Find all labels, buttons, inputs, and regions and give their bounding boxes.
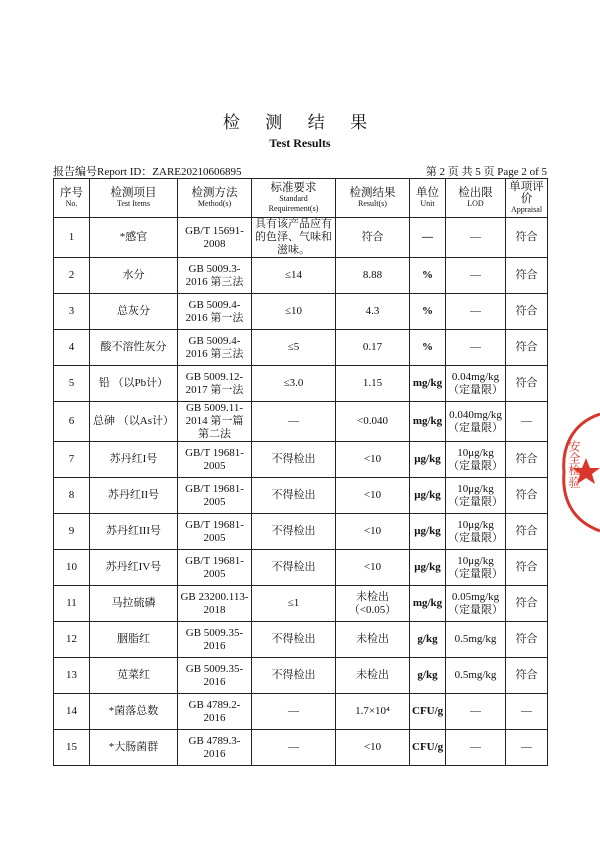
cell-test-item: 铅 （以Pb计）: [90, 366, 178, 402]
cell-unit: μg/kg: [410, 514, 446, 550]
cell-unit: g/kg: [410, 622, 446, 658]
cell-no: 7: [54, 442, 90, 478]
header-label-cn: 单位: [416, 187, 439, 199]
cell-test-item: *感官: [90, 218, 178, 258]
cell-appraisal: 符合: [506, 330, 548, 366]
cell-test-item: 苏丹红IV号: [90, 550, 178, 586]
results-table: [53, 178, 548, 766]
cell-requirement: —: [252, 694, 336, 730]
table-row: [54, 694, 548, 730]
cell-requirement: 不得检出: [252, 514, 336, 550]
cell-method: GB/T 19681-2005: [178, 550, 252, 586]
header-appraisal: [506, 179, 548, 218]
header-label-en: Standard Requirement(s): [268, 194, 319, 213]
cell-method: GB 5009.35-2016: [178, 658, 252, 694]
cell-unit: —: [410, 218, 446, 258]
cell-appraisal: 符合: [506, 478, 548, 514]
cell-unit: %: [410, 258, 446, 294]
header-label-cn: 序号: [60, 187, 83, 199]
cell-requirement: ≤10: [252, 294, 336, 330]
cell-requirement: —: [252, 402, 336, 442]
cell-unit: CFU/g: [410, 694, 446, 730]
cell-method: GB 5009.35-2016: [178, 622, 252, 658]
cell-no: 3: [54, 294, 90, 330]
table-row: [54, 658, 548, 694]
header-label-en: Appraisal: [510, 205, 543, 214]
header-row: [54, 179, 548, 218]
header-label-cn: 检测项目: [110, 187, 157, 199]
cell-method: GB/T 15691-2008: [178, 218, 252, 258]
cell-appraisal: 符合: [506, 586, 548, 622]
cell-requirement: 不得检出: [252, 622, 336, 658]
cell-no: 9: [54, 514, 90, 550]
cell-requirement: —: [252, 730, 336, 766]
header-lod: [446, 179, 506, 218]
table-row: [54, 402, 548, 442]
table-row: [54, 730, 548, 766]
cell-result: <10: [336, 730, 410, 766]
header-label-en: LOD: [467, 199, 484, 208]
cell-result: <10: [336, 442, 410, 478]
cell-test-item: 苋菜红: [90, 658, 178, 694]
cell-requirement: 具有该产品应有的色泽、气味和滋味。: [252, 218, 336, 258]
cell-no: 5: [54, 366, 90, 402]
header-label-cn: 标准要求: [270, 182, 317, 194]
cell-result: 0.17: [336, 330, 410, 366]
cell-no: 11: [54, 586, 90, 622]
cell-test-item: 总砷 （以As计）: [90, 402, 178, 442]
cell-unit: μg/kg: [410, 442, 446, 478]
cell-method: GB/T 19681-2005: [178, 514, 252, 550]
cell-method: GB/T 19681-2005: [178, 478, 252, 514]
cell-unit: %: [410, 294, 446, 330]
cell-no: 12: [54, 622, 90, 658]
header-label-en: Result(s): [358, 199, 387, 208]
cell-no: 14: [54, 694, 90, 730]
cell-unit: CFU/g: [410, 730, 446, 766]
cell-requirement: 不得检出: [252, 550, 336, 586]
cell-method: GB 5009.12-2017 第一法: [178, 366, 252, 402]
table-row: [54, 294, 548, 330]
header-label-cn: 检测结果: [349, 187, 396, 199]
cell-lod: —: [446, 294, 506, 330]
cell-lod: 10μg/kg （定量限）: [446, 442, 506, 478]
cell-no: 1: [54, 218, 90, 258]
cell-appraisal: 符合: [506, 658, 548, 694]
cell-appraisal: —: [506, 694, 548, 730]
cell-appraisal: 符合: [506, 514, 548, 550]
cell-no: 15: [54, 730, 90, 766]
cell-test-item: 胭脂红: [90, 622, 178, 658]
cell-lod: —: [446, 258, 506, 294]
cell-test-item: *菌落总数: [90, 694, 178, 730]
cell-result: 4.3: [336, 294, 410, 330]
cell-requirement: 不得检出: [252, 478, 336, 514]
cell-result: 符合: [336, 218, 410, 258]
cell-appraisal: 符合: [506, 218, 548, 258]
header-unit: [410, 179, 446, 218]
cell-result: <0.040: [336, 402, 410, 442]
cell-unit: %: [410, 330, 446, 366]
cell-method: GB 4789.3-2016: [178, 730, 252, 766]
cell-lod: 0.5mg/kg: [446, 622, 506, 658]
cell-no: 13: [54, 658, 90, 694]
cell-test-item: 苏丹红III号: [90, 514, 178, 550]
cell-appraisal: 符合: [506, 258, 548, 294]
cell-result: <10: [336, 550, 410, 586]
cell-no: 6: [54, 402, 90, 442]
cell-appraisal: 符合: [506, 550, 548, 586]
cell-result: 未检出 （<0.05）: [336, 586, 410, 622]
cell-lod: —: [446, 330, 506, 366]
table-row: [54, 622, 548, 658]
table-row: [54, 366, 548, 402]
page-title: 检 测 结 果: [222, 113, 378, 133]
table-row: [54, 478, 548, 514]
table-row: [54, 330, 548, 366]
header-label-en: Test Items: [117, 199, 150, 208]
table-row: [54, 586, 548, 622]
cell-unit: mg/kg: [410, 586, 446, 622]
cell-no: 4: [54, 330, 90, 366]
cell-requirement: ≤1: [252, 586, 336, 622]
cell-appraisal: 符合: [506, 622, 548, 658]
cell-requirement: 不得检出: [252, 658, 336, 694]
cell-unit: mg/kg: [410, 402, 446, 442]
cell-lod: —: [446, 730, 506, 766]
cell-method: GB/T 19681-2005: [178, 442, 252, 478]
cell-lod: 10μg/kg （定量限）: [446, 514, 506, 550]
cell-lod: 0.05mg/kg （定量限）: [446, 586, 506, 622]
cell-test-item: *大肠菌群: [90, 730, 178, 766]
cell-method: GB 23200.113-2018: [178, 586, 252, 622]
cell-result: 8.88: [336, 258, 410, 294]
header-label-cn: 单项评价: [509, 181, 544, 205]
seal-text: 安全检验: [567, 440, 581, 488]
cell-requirement: ≤14: [252, 258, 336, 294]
cell-method: GB 5009.4-2016 第三法: [178, 330, 252, 366]
table-row: [54, 442, 548, 478]
report-id: 报告编号Report ID：ZARE20210606895: [53, 166, 242, 178]
header-no: [54, 179, 90, 218]
header-result: [336, 179, 410, 218]
cell-appraisal: —: [506, 730, 548, 766]
cell-lod: 0.5mg/kg: [446, 658, 506, 694]
cell-lod: 0.04mg/kg （定量限）: [446, 366, 506, 402]
header-requirement: [252, 179, 336, 218]
cell-method: GB 4789.2-2016: [178, 694, 252, 730]
cell-result: <10: [336, 514, 410, 550]
cell-result: <10: [336, 478, 410, 514]
cell-requirement: ≤5: [252, 330, 336, 366]
cell-unit: g/kg: [410, 658, 446, 694]
cell-test-item: 马拉硫磷: [90, 586, 178, 622]
cell-appraisal: —: [506, 402, 548, 442]
header-label-en: No.: [65, 199, 78, 208]
cell-test-item: 苏丹红I号: [90, 442, 178, 478]
cell-test-item: 酸不溶性灰分: [90, 330, 178, 366]
header-label-en: Unit: [420, 199, 435, 208]
header-label-en: Method(s): [197, 199, 232, 208]
cell-lod: 0.040mg/kg （定量限）: [446, 402, 506, 442]
page-info: 第 2 页 共 5 页 Page 2 of 5: [425, 166, 547, 178]
table-row: [54, 550, 548, 586]
cell-result: 未检出: [336, 658, 410, 694]
cell-lod: —: [446, 218, 506, 258]
cell-no: 8: [54, 478, 90, 514]
cell-appraisal: 符合: [506, 366, 548, 402]
cell-method: GB 5009.11-2014 第一篇 第二法: [178, 402, 252, 442]
table-row: [54, 218, 548, 258]
cell-requirement: 不得检出: [252, 442, 336, 478]
cell-no: 2: [54, 258, 90, 294]
header-label-cn: 检测方法: [191, 187, 238, 199]
cell-appraisal: 符合: [506, 442, 548, 478]
cell-method: GB 5009.4-2016 第一法: [178, 294, 252, 330]
cell-result: 1.7×10⁴: [336, 694, 410, 730]
table-row: [54, 258, 548, 294]
header-test-items: [90, 179, 178, 218]
red-seal-stamp: [560, 410, 600, 535]
cell-test-item: 苏丹红II号: [90, 478, 178, 514]
cell-result: 1.15: [336, 366, 410, 402]
page-subtitle: Test Results: [269, 136, 331, 150]
cell-lod: 10μg/kg （定量限）: [446, 550, 506, 586]
header-method: [178, 179, 252, 218]
table-row: [54, 514, 548, 550]
cell-test-item: 水分: [90, 258, 178, 294]
cell-unit: mg/kg: [410, 366, 446, 402]
cell-result: 未检出: [336, 622, 410, 658]
cell-lod: 10μg/kg （定量限）: [446, 478, 506, 514]
cell-unit: μg/kg: [410, 478, 446, 514]
cell-test-item: 总灰分: [90, 294, 178, 330]
cell-method: GB 5009.3-2016 第三法: [178, 258, 252, 294]
cell-no: 10: [54, 550, 90, 586]
cell-appraisal: 符合: [506, 294, 548, 330]
report-meta: [53, 163, 547, 177]
cell-lod: —: [446, 694, 506, 730]
cell-unit: μg/kg: [410, 550, 446, 586]
header-label-cn: 检出限: [458, 187, 493, 199]
cell-requirement: ≤3.0: [252, 366, 336, 402]
